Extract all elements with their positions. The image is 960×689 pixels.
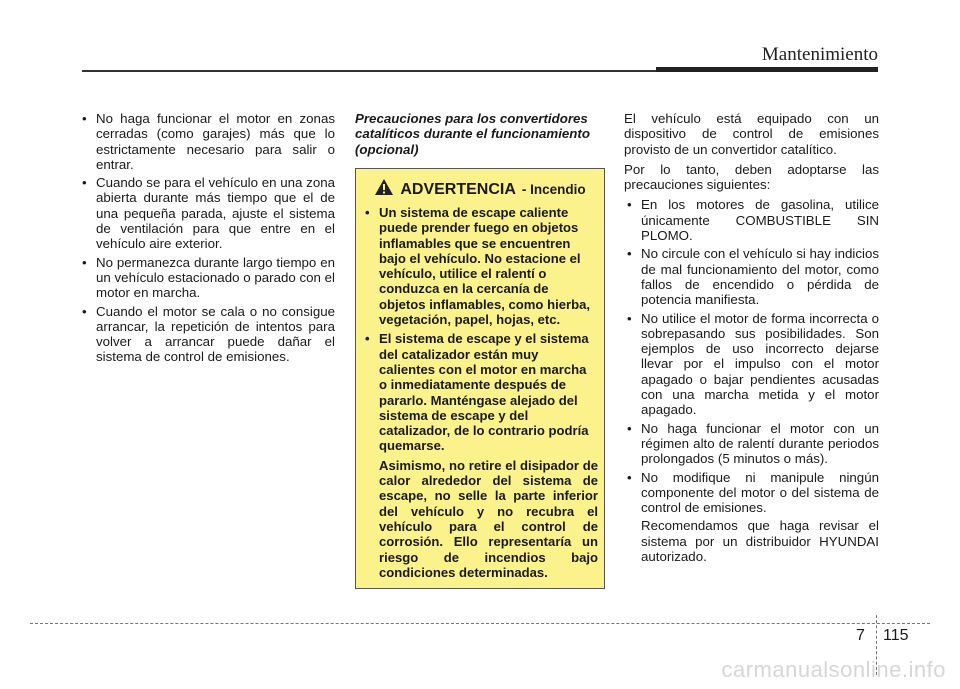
intro-paragraph: El vehículo está equipado con un dispositivo de control de emisiones provisto de un convertidor catalítico. (624, 111, 879, 157)
footer-rule (30, 623, 930, 624)
right-bullet-list (624, 197, 879, 515)
list-item: • Un sistema de escape caliente puede prender fuego en objetos inflamables que se encuentren bajo el vehículo. No estacione el vehículo, utilice el ralentí o conduzca en la cercanía de objetos inflamables, como hierba, vegetación, papel, hojas, etc. (362, 205, 598, 327)
list-item: • No haga funcionar el motor en zonas cerradas (como garajes) más que lo estrictamente necesario para salir o entrar. (79, 111, 335, 172)
page-number: 115 (883, 627, 909, 644)
column-right (624, 111, 879, 569)
column-left (79, 111, 335, 368)
list-item: • No permanezca durante largo tiempo en un vehículo estacionado o parado con el motor en marcha. (79, 255, 335, 301)
warning-triangle-icon (374, 178, 394, 201)
warning-subtitle: - Incendio (521, 182, 586, 197)
list-item: • Cuando se para el vehículo en una zona abierta durante más tiempo que el de una pequeña parada, ajuste el sistema de ventilación para que entre en el vehículo aire exterior. (79, 175, 335, 251)
warning-continuation: Asimismo, no retire el disipador de calor alrededor del sistema de escape, no selle la parte inferior del vehículo y no recubra el vehículo para el control de corrosión. Ello representaría un riesgo de incendios bajo condiciones determinadas. (379, 457, 598, 580)
list-item: • No modifique ni manipule ningún componente del motor o del sistema de control de emisiones. (624, 470, 879, 516)
column-middle (355, 111, 605, 157)
list-item: • No haga funcionar el motor con un régimen alto de ralentí durante periodos prolongados (5 minutos o más). (624, 421, 879, 467)
list-item: • No circule con el vehículo si hay indicios de mal funcionamiento del motor, como fallos de encendido o pérdida de potencia manifiesta. (624, 246, 879, 307)
section-subheading: Precauciones para los convertidores catalíticos durante el funcionamiento (opcional) (355, 111, 590, 157)
intro-paragraph: Por lo tanto, deben adoptarse las precauciones siguientes: (624, 161, 879, 193)
chapter-number: 7 (856, 627, 865, 644)
warning-title: ADVERTENCIA (400, 180, 516, 198)
list-item: • En los motores de gasolina, utilice únicamente COMBUSTIBLE SIN PLOMO. (624, 197, 879, 243)
list-item: • El sistema de escape y el sistema del catalizador están muy calientes con el motor en marcha o inmediatamente después de pararlo. Manténgase alejado del sistema de escape y del catalizador, de lo contrario podría quemarse. (362, 331, 598, 453)
watermark: carmanualsonline.info (721, 657, 946, 682)
left-bullet-list (79, 111, 335, 365)
page-header-title: Mantenimiento (761, 44, 878, 65)
list-item: • Cuando el motor se cala o no consigue arrancar, la repetición de intentos para volver a arrancar puede dañar el sistema de control de emisiones. (79, 304, 335, 365)
warning-box (355, 168, 605, 589)
list-item: • No utilice el motor de forma incorrecta o sobrepasando sus posibilidades. Son ejemplos de uso incorrecto dejarse llevar por el impulso con el motor apagado o bajar pendientes acusadas con una marcha metida y el motor apagado. (624, 311, 879, 418)
closing-paragraph: Recomendamos que haga revisar el sistema por un distribuidor HYUNDAI autorizado. (641, 518, 879, 565)
warning-header (362, 178, 598, 201)
warning-bullet-list (362, 205, 598, 454)
header-rule-accent (656, 67, 878, 72)
